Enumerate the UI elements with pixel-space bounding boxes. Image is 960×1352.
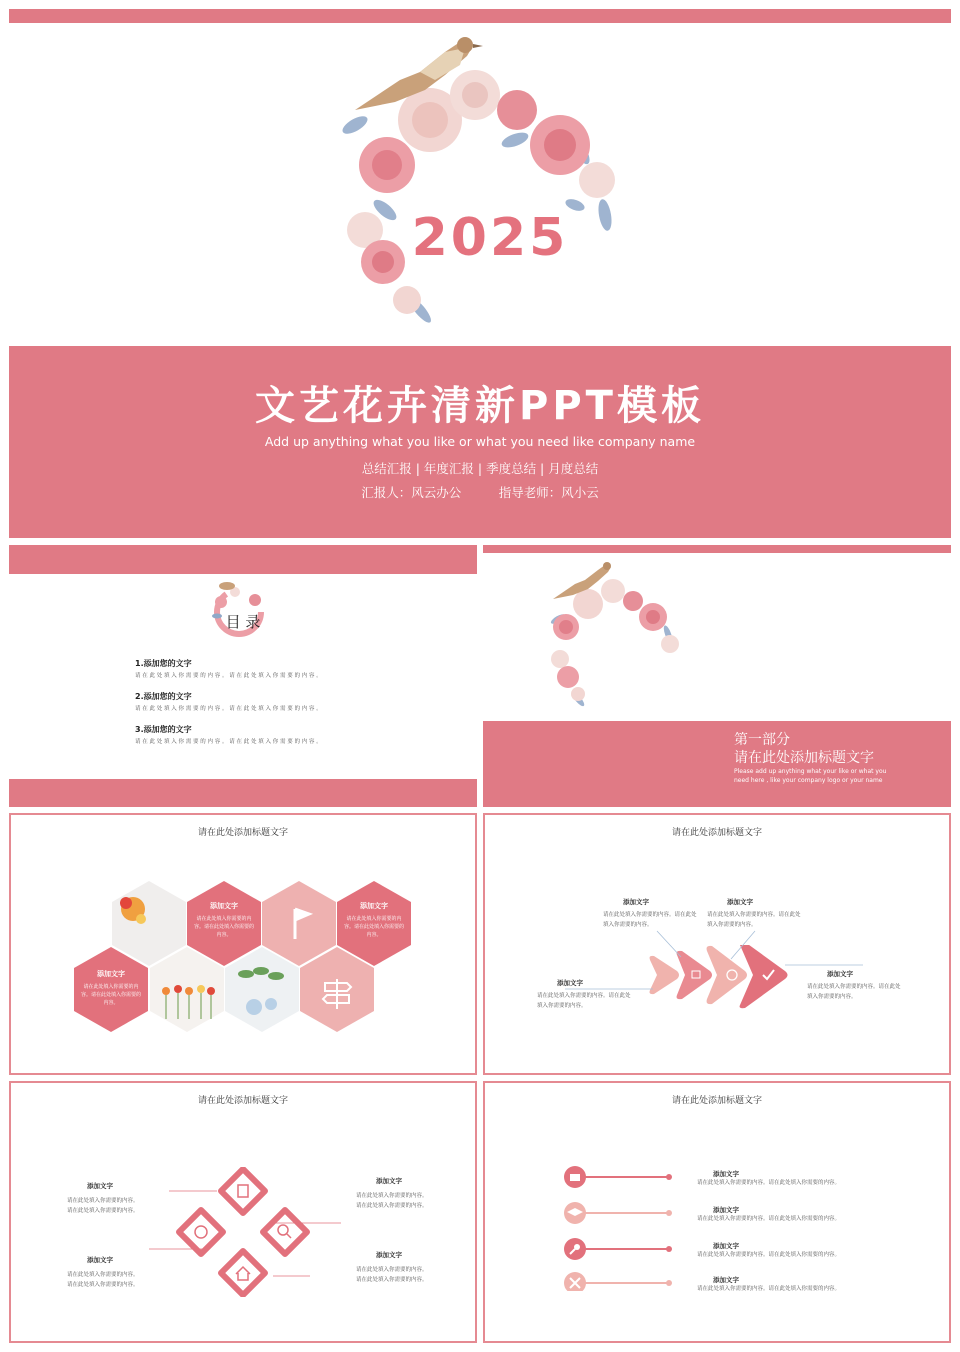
hex-cell-2-text (79, 969, 143, 1007)
clover-item-desc: 请在此处填入你需要的内容。 (67, 1198, 139, 1204)
section-title: 请在此处添加标题文字 (734, 750, 874, 766)
clover-item-desc: 请在此处填入你需要的内容。 (67, 1208, 139, 1214)
toc-item-label: 2.添加您的文字 (135, 692, 192, 701)
home-icon (236, 1267, 250, 1280)
arrow-item-desc: 填入你需要的内容。 (807, 994, 857, 1000)
section-top-bar (483, 545, 951, 553)
arrow-item (707, 897, 807, 930)
toc-item[interactable] (135, 724, 395, 747)
cover-title-band (9, 346, 951, 538)
clover-item-desc: 请在此处填入你需要的内容。 (67, 1272, 139, 1278)
hexagon-slide (9, 813, 477, 1075)
slide-title: 请在此处添加标题文字 (671, 828, 762, 838)
arrow-item-label: 添加文字 (827, 970, 853, 978)
section-slide (483, 545, 951, 807)
hex-desc: 请在此处填入你需要的内容。请在此处填入你需要的内容。 (193, 916, 254, 938)
toc-title: 目 录 (225, 613, 261, 631)
timeline-item-label: 添加文字 (713, 1276, 739, 1284)
toc-item-desc: 请 在 此 处 填 入 你 需 要 的 内 容 。 请 在 此 处 填 入 你 需 要 的 内 容 。 (135, 673, 322, 679)
section-band (483, 721, 951, 807)
clover-item (356, 1176, 466, 1211)
clover-item-desc: 请在此处填入你需要的内容。 (356, 1203, 428, 1209)
tools-icon (564, 1272, 586, 1291)
hex-label: 添加文字 (210, 902, 238, 910)
slide-title: 请在此处添加标题文字 (197, 1096, 288, 1106)
timeline-item (697, 1205, 897, 1224)
arrow-item-desc: 填入你需要的内容。 (537, 1003, 587, 1009)
slide-title: 请在此处添加标题文字 (197, 828, 288, 838)
arrow-item-desc: 填入你需要的内容。 (707, 922, 757, 928)
toc-top-bar (9, 545, 477, 574)
hex-label: 添加文字 (360, 902, 388, 910)
timeline-item (697, 1169, 897, 1188)
arrow-item-label: 添加文字 (727, 898, 753, 906)
timeline-item-desc: 请在此处填入你需要的内容。请在此处填入你需要的内容。 (697, 1286, 841, 1292)
hex-desc: 请在此处填入你需要的内容。请在此处填入你需要的内容。 (343, 916, 404, 938)
clover-item-desc: 请在此处填入你需要的内容。 (67, 1282, 139, 1288)
toc-bottom-bar (9, 779, 477, 807)
clover-item-desc: 请在此处填入你需要的内容。 (356, 1193, 428, 1199)
cover-top-bar (9, 9, 951, 23)
clover-item (67, 1255, 177, 1290)
timeline-item-desc: 请在此处填入你需要的内容。请在此处填入你需要的内容。 (697, 1216, 841, 1222)
section-part: 第一部分 (734, 732, 790, 748)
hex-image-plant (225, 947, 299, 1032)
toc-item-desc: 请 在 此 处 填 入 你 需 要 的 内 容 。 请 在 此 处 填 入 你 需 要 的 内 容 。 (135, 739, 322, 745)
arrow-item-desc: 请在此处填入你需要的内容。请在此处 (807, 984, 901, 990)
timeline-item-label: 添加文字 (713, 1170, 739, 1178)
toc-item-desc: 请 在 此 处 填 入 你 需 要 的 内 容 。 请 在 此 处 填 入 你 需 要 的 内 容 。 (135, 706, 322, 712)
clover-item-label: 添加文字 (376, 1177, 402, 1185)
clover-item-desc: 请在此处填入你需要的内容。 (356, 1267, 428, 1273)
clover-item-label: 添加文字 (87, 1256, 113, 1264)
cover-presenter: 汇报人：风云办公 指导老师：风小云 (361, 485, 599, 500)
hex-flag (262, 881, 336, 966)
arrow-item (537, 978, 637, 1011)
arrow-item-desc: 请在此处填入你需要的内容。请在此处 (707, 912, 801, 918)
clover-item-label: 添加文字 (376, 1251, 402, 1259)
timeline-item-label: 添加文字 (713, 1206, 739, 1214)
timeline-item (697, 1275, 897, 1294)
globe-icon (195, 1226, 207, 1238)
arrow-item-label: 添加文字 (557, 979, 583, 987)
cover-title: 文艺花卉清新PPT模板 (255, 383, 705, 429)
arrow-item (807, 969, 907, 1002)
toc-item[interactable] (135, 691, 395, 714)
hex-desc: 请在此处填入你需要的内容。请在此处填入你需要的内容。 (80, 984, 141, 1006)
clover-item-desc: 请在此处填入你需要的内容。 (356, 1277, 428, 1283)
slide-title: 请在此处添加标题文字 (671, 1096, 762, 1106)
timeline-item-desc: 请在此处填入你需要的内容。请在此处填入你需要的内容。 (697, 1252, 841, 1258)
toc-item-label: 1.添加您的文字 (135, 659, 192, 668)
hex-cell-1-text (192, 901, 256, 939)
timeline-slide (483, 1081, 951, 1343)
timeline-item-label: 添加文字 (713, 1242, 739, 1250)
floral-wreath-illustration (325, 30, 635, 340)
search-icon (278, 1225, 288, 1235)
section-desc-1: Please add up anything what your like or what you (734, 768, 887, 775)
hex-label: 添加文字 (97, 970, 125, 978)
clover-item (356, 1250, 466, 1285)
arrow-item-label: 添加文字 (623, 898, 649, 906)
arrow-item-desc: 请在此处填入你需要的内容。请在此处 (537, 993, 631, 999)
arrow-item (603, 897, 703, 930)
cover-subtitle: Add up anything what you like or what you need like company name (264, 434, 696, 449)
toc-slide (9, 545, 477, 807)
toc-item[interactable] (135, 658, 395, 681)
clover-item (67, 1181, 177, 1216)
cover-categories: 总结汇报 | 年度汇报 | 季度总结 | 月度总结 (361, 461, 599, 476)
timeline-item-desc: 请在此处填入你需要的内容。请在此处填入你需要的内容。 (697, 1180, 841, 1186)
toc-wreath-icon (207, 578, 271, 642)
document-icon (238, 1185, 248, 1197)
timeline-item (697, 1241, 897, 1260)
arrow-process-slide (483, 813, 951, 1075)
hex-cell-3-text (342, 901, 406, 939)
timeline-lines (561, 1163, 681, 1291)
section-wreath-illustration (538, 559, 688, 714)
arrow-item-desc: 填入你需要的内容。 (603, 922, 653, 928)
hex-image-flowers (112, 881, 186, 966)
clover-slide (9, 1081, 477, 1343)
arrow-item-desc: 请在此处填入你需要的内容。请在此处 (603, 912, 697, 918)
cover-year: 2025 (411, 208, 569, 268)
section-desc-2: need here , like your company logo or your name (734, 777, 883, 784)
toc-item-label: 3.添加您的文字 (135, 725, 192, 734)
clover-item-label: 添加文字 (87, 1182, 113, 1190)
